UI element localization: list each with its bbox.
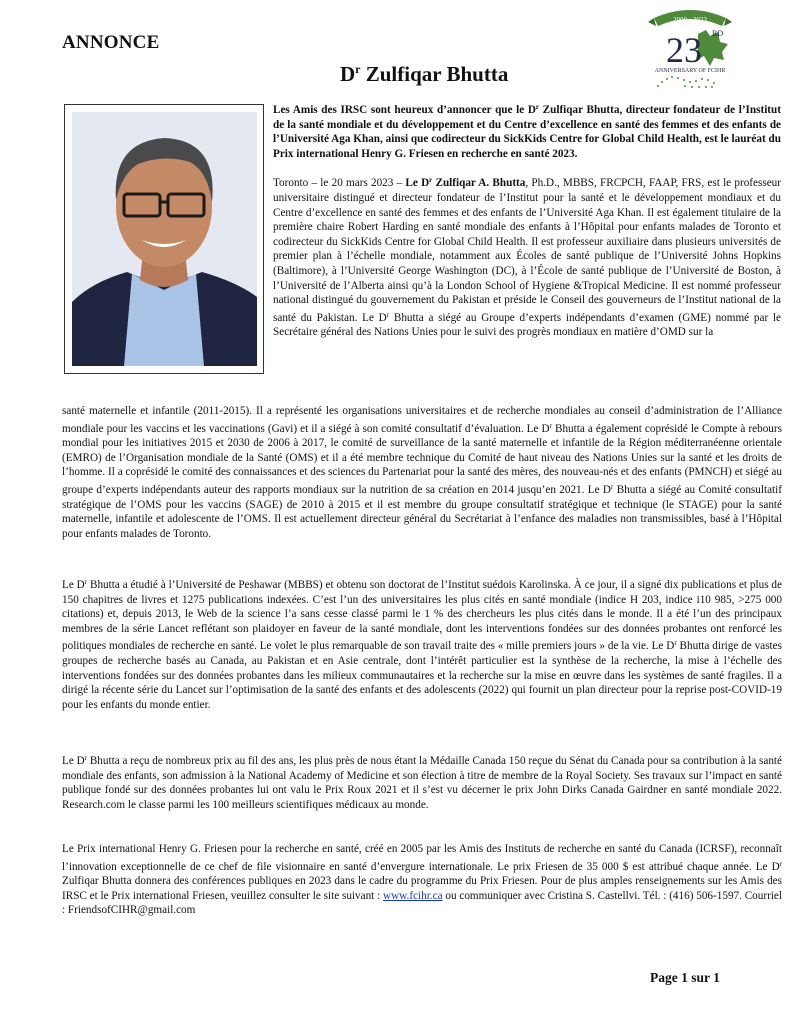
bio-text-block: [62, 751, 782, 812]
bio-paragraph-2: [62, 575, 782, 712]
superscript: r: [611, 482, 614, 491]
svg-text:ANNIVERSARY OF FCIHR: ANNIVERSARY OF FCIHR: [654, 68, 726, 74]
honoree-name: [405, 177, 525, 189]
awards-paragraph: [62, 751, 782, 812]
prize-text: Zulfiqar Bhutta donnera des conférences publiques en 2023 dans le cadre du programme du Prix Friesen. Pour de plus amples renseignements sur les Amis des IRSC et le Prix international Friesen, veuillez consulter le site suivant :: [62, 875, 782, 902]
superscript: r: [84, 754, 88, 762]
lead-paragraph: [273, 100, 781, 161]
superscript: r: [535, 103, 540, 111]
svg-text:RD: RD: [712, 29, 724, 38]
bio-text: santé maternelle et infantile (2011-2015). Il a représenté les organisations universitaires et de recherche mondiales au conseil d’administration de l’Alliance mondiale pour les vaccins et les vaccinations (Gavi) et il a siégé à son comité consultatif d’évaluation. Le D: [62, 405, 782, 435]
bio-text: Bhutta a reçu de nombreux prix au fil des ans, les plus près de nous étant la Médaille Canada 150 reçue du Sénat du Canada pour sa contribution à la santé mondiale des enfants, son admission à la National Academy of Medicine et son élection à titre de membre de la Royal Society. Ses travaux sur l’impact en santé publique fondé sur des données probantes lui ont valu le Prix Roux 2021 et il s’est vu décerner le prix John Dirks Canada Gairdner en santé mondiale 2022. Research.com le classe parmi les 100 meilleurs scientifiques médicaux au monde.: [62, 755, 782, 811]
page-title: [340, 62, 508, 87]
page-number: Page 1 sur 1: [650, 970, 720, 985]
bio-text: Bhutta a siégé au Comité consultatif stratégique de l’OMS pour les vaccins (SAGE) de 2010 à 2015 et il est membre du groupe consultatif stratégique et technique (le STAGE) pour la santé maternelle, infantile et adolescente de l’OMS. Il est actuellement directeur général du Secrétariat à l’enfance des maladies non transmissibles, basé à l’Hôpital pour enfants malades de Toronto.: [62, 483, 782, 540]
prize-paragraph: [62, 842, 782, 918]
intro-column: [273, 100, 781, 340]
superscript: r: [549, 421, 552, 430]
portrait-photo: [72, 112, 257, 366]
bio-text: Bhutta a siégé au Groupe d’experts indépendants d’examen (GME) nommé par le Secrétaire général des Nations Unies pour le suivi des progrès mondiaux en matière d’OMD sur la: [273, 311, 781, 339]
title-prefix: D: [340, 62, 356, 86]
prize-text: Le Prix international Henry G. Friesen pour la recherche en santé, créé en 2005 par les Amis des Instituts de recherche en santé du Canada (ICRSF), reconnaît l’innovation exceptionnelle de ce chef de file visionnaire en santé d’envergure internationale. Le prix Friesen de 35 000 $ est attribué chaque année. Le D: [62, 843, 782, 873]
superscript: r: [84, 578, 88, 586]
portrait-frame: [64, 104, 264, 374]
bio-text: Bhutta dirige de vastes groupes de recherche basés au Canada, au Pakistan et en Asie centrale, dont l’intérêt particulier est la synthèse de la recherche, la mise à l’échelle des interventions fondées sur des données probantes dans les milieux communautaires et la recherche sur la mise en œuvre dans les systèmes de santé fragiles. Il a dirigé la récente série du Lancet sur l’optimisation de la santé des enfants et des adolescents (2022) qui fournit un plan directeur pour la reprise post-COVID-19 pour les enfants du monde entier.: [62, 640, 782, 711]
website-link[interactable]: www.fcihr.ca: [383, 889, 443, 902]
bio-text: Le D: [62, 579, 85, 591]
superscript: r: [674, 639, 677, 648]
bio-text: Le D: [62, 755, 85, 767]
lead-text: Zulfiqar Bhutta, directeur fondateur de l’Institut de la santé mondiale et du développement et du Centre d’excellence en santé des femmes et des enfants de l’Université Aga Khan, ainsi que codirecteur du SickKids Centre for Global Child Health, est le lauréat du Prix international Henry G. Friesen en recherche en santé 2023.: [273, 104, 781, 160]
fcihr-23rd-anniversary-logo: [640, 4, 740, 94]
svg-text:2000 - 2023: 2000 - 2023: [673, 16, 707, 24]
superscript: r: [429, 176, 433, 185]
superscript: r: [779, 859, 782, 868]
name-text: Zulfiqar A. Bhutta: [432, 177, 526, 190]
bio-text-block: [62, 842, 782, 918]
logo-icon: [640, 4, 740, 94]
bio-text: , Ph.D., MBBS, FRCPCH, FAAP, FRS, est le professeur universitaire distingué et directeur fondateur de l’Institut pour la santé et le développement mondiaux et du Centre d’excellence en santé des femmes et des enfants de l’Université Aga Khan. Il est également titulaire de la première chaire Robert Harding en santé mondiale des enfants à l’Hôpital pour enfants malades de Toronto et codirecteur du SickKids Centre for Global Child Health. Il est professeur auxiliaire dans plusieurs universités de premier plan à l’échelle mondiale, notamment aux Écoles de santé publique de l’Université Johns Hopkins (Baltimore), à l’Université George Washington (DC), à l’École de santé publique de l’Université de Boston, à l’Université de l’Alberta ainsi qu’à la London School of Hygiene &Tropical Medicine. Il est nommé professeur national distingué du gouvernement du Pakistan et préside le Conseil des gouverneurs de l’Institut national de la santé du Pakistan. Le D: [273, 177, 781, 324]
dateline: Toronto – le 20 mars 2023 –: [273, 177, 406, 190]
contact-text: ou communiquer avec Cristina S. Castellvi. Tél. : (416) 506-1597. Courriel : FriendsofCIHR@gmail.com: [62, 889, 783, 917]
announcement-label: ANNONCE: [62, 32, 160, 53]
bio-paragraph-1-continued: [62, 404, 782, 541]
bio-paragraph-1: [273, 173, 781, 340]
title-name: Zulfiqar Bhutta: [360, 62, 509, 86]
bio-text-block: [62, 404, 782, 541]
lead-text: Les Amis des IRSC sont heureux d’annoncer que le D: [273, 104, 536, 116]
superscript: r: [386, 310, 390, 319]
name-text: Le D: [405, 177, 430, 190]
bio-text: Bhutta a étudié à l’Université de Peshawar (MBBS) et obtenu son doctorat de l’Institut suédois Karolinska. À ce jour, il a signé dix publications et plus de 150 chapitres de livres et 1275 publications indexées. C’est l’un des universitaires les plus cités en santé mondiale (indice H 203, indice i10 985, >275 000 citations) et, depuis 2013, le Web de la science l’a sans cesse classé parmi le 1 % des chercheurs les plus cités dans le monde. Il a été l’un des principaux membres de la série Lancet reflétant son plaidoyer en faveur de la santé mondiale, dont les interventions fondées sur des données probantes ont renforcé les politiques mondiales de recherche en santé. Le volet le plus remarquable de son travail traite des « mille premiers jours » de la vie. Le D: [62, 579, 782, 653]
bio-text-block: [62, 575, 782, 712]
bio-text: Bhutta a également coprésidé le Compte à rebours mondial pour les initiatives 2015 et 2030 de 2006 à 2017, le comité de surveillance de la santé maternelle et infantile de la Région méditerranéenne orientale (EMRO) de l’Organisation mondiale de la Santé (OMS) et il a été membre technique du Comité de haut niveau des Nations Unies sur la santé et les droits de l’homme. Il a coprésidé le comité des connaissances et des sciences du Partenariat pour la santé des mères, des nouveau-nés et des enfants (PMNCH) et siégé au groupe d’experts indépendants auteur des rapports mondiaux sur la nutrition de sa création en 2014 jusqu’en 2021. Le D: [62, 422, 782, 496]
title-superscript: r: [355, 62, 361, 76]
svg-text:23: 23: [666, 30, 702, 70]
person-portrait-icon: [72, 112, 257, 366]
